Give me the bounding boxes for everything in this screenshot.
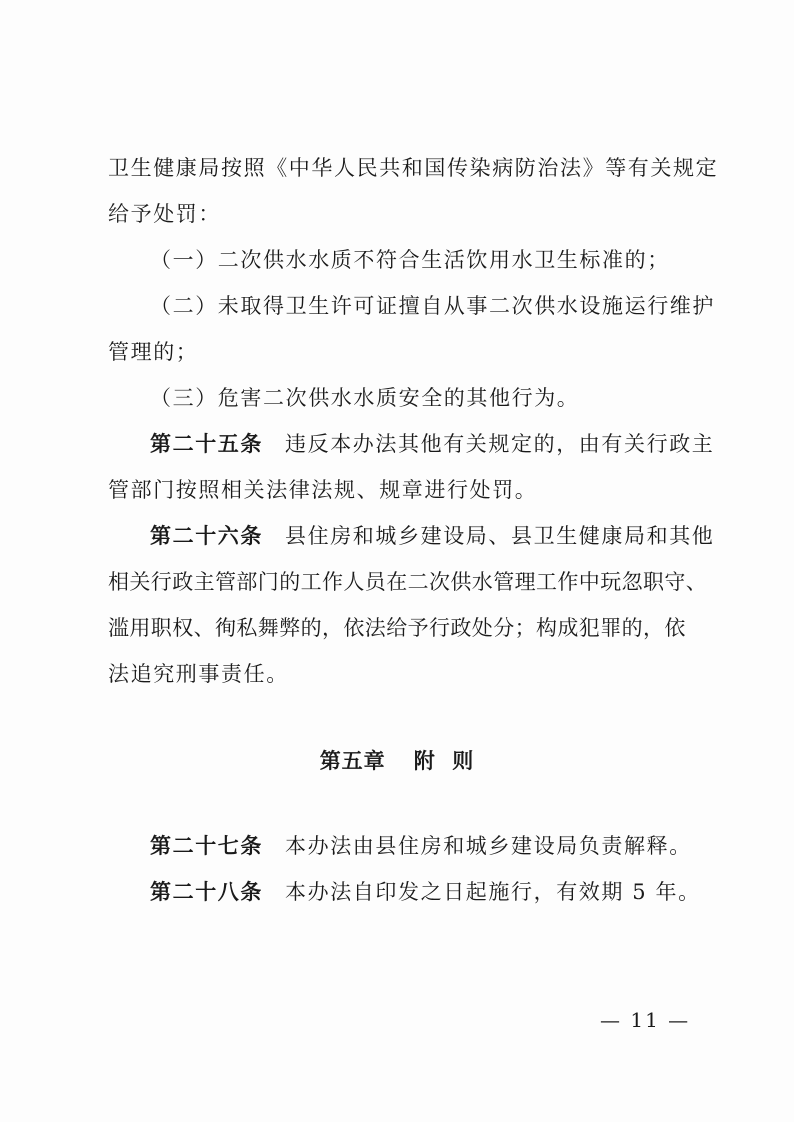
article-28-text: 本办法自印发之日起施行，有效期 5 年。 [285, 880, 701, 904]
article-27-label: 第二十七条 [150, 834, 263, 858]
page-number: — 11 — [600, 1008, 691, 1032]
article-26-label: 第二十六条 [150, 524, 263, 548]
article-25 [150, 429, 715, 459]
paragraph-line: 相关行政主管部门的工作人员在二次供水管理工作中玩忽职守、 [108, 570, 708, 594]
paragraph-line: 管理的； [108, 340, 199, 364]
article-28-label: 第二十八条 [150, 880, 263, 904]
article-26-text: 县住房和城乡建设局、县卫生健康局和其他 [285, 524, 715, 548]
article-28 [150, 877, 701, 907]
article-27 [150, 831, 698, 861]
paragraph-line: 给予处罚： [108, 202, 221, 226]
chapter-title: 附 则 [413, 749, 475, 773]
paragraph-line: 法追究刑事责任。 [108, 662, 289, 686]
chapter-heading [0, 746, 794, 776]
list-item: （三）危害二次供水水质安全的其他行为。 [150, 386, 580, 410]
list-item: （一）二次供水水质不符合生活饮用水卫生标准的； [150, 248, 670, 272]
paragraph-line: 滥用职权、徇私舞弊的，依法给予行政处分；构成犯罪的，依 [108, 616, 686, 640]
article-25-text: 违反本办法其他有关规定的，由有关行政主 [285, 432, 715, 456]
paragraph-line: 管部门按照相关法律法规、规章进行处罚。 [108, 478, 538, 502]
chapter-number: 第五章 [319, 749, 386, 773]
article-27-text: 本办法由县住房和城乡建设局负责解释。 [285, 834, 692, 858]
article-25-label: 第二十五条 [150, 432, 263, 456]
list-item: （二）未取得卫生许可证擅自从事二次供水设施运行维护 [150, 294, 715, 318]
paragraph-line: 卫生健康局按照《中华人民共和国传染病防治法》等有关规定 [108, 156, 719, 180]
article-26 [150, 521, 715, 551]
